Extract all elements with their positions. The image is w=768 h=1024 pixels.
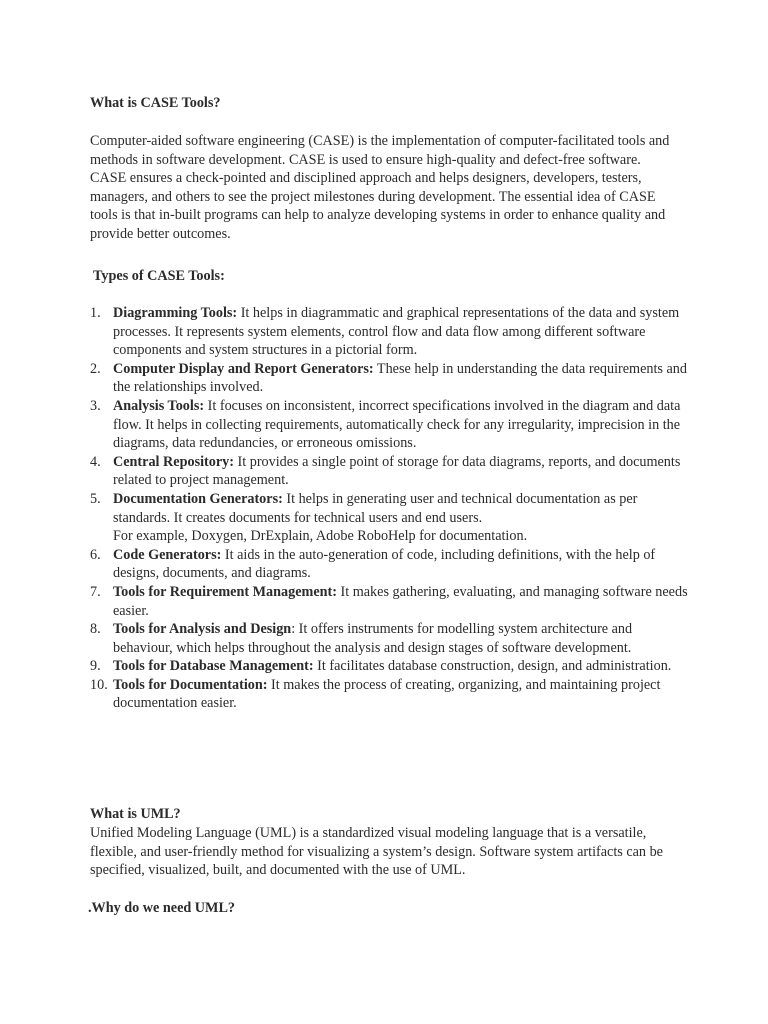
list-item-name: Analysis Tools: — [113, 397, 205, 414]
list-item-description: It helps in diagrammatic and graphical representations of the data and system processes. It represents system elements, control flow and data flow among different software components and system structures in a pictorial form. — [113, 305, 680, 359]
list-item-number: 4. — [90, 453, 101, 470]
list-item-number: 6. — [90, 546, 101, 563]
list-item-description: It makes gathering, evaluating, and managing software needs easier. — [113, 583, 688, 619]
list-item — [90, 657, 690, 676]
what-is-uml-heading: What is UML? — [90, 806, 181, 822]
list-item-description: : It offers instruments for modelling system architecture and behaviour, which helps throughout the analysis and design stages of software development. — [113, 621, 633, 656]
why-uml-heading: .Why do we need UML? — [88, 900, 236, 916]
types-of-case-tools-heading: Types of CASE Tools: — [93, 268, 225, 284]
list-item-description: These help in understanding the data requirements and the relationships involved. — [113, 360, 687, 396]
list-item-description: It focuses on inconsistent, incorrect specifications involved in the diagram and data flow. It helps in collecting requirements, automatically check for any irregularity, imprecision in the diagrams, data redundancies, or erroneous omissions. — [113, 397, 681, 452]
case-tools-intro-paragraph: Computer-aided software engineering (CASE) is the implementation of computer-facilitated tools and methods in software development. CASE is used to ensure high-quality and defect-free software. CASE ensures a check-pointed and disciplined approach and helps designers, developers, testers, managers, and others to see the project milestones during development. The essential idea of CASE tools is that in-built programs can help to analyze developing systems in order to enhance quality and provide better outcomes. — [90, 133, 670, 242]
list-item-number: 2. — [90, 360, 101, 377]
list-item-name: Tools for Database Management: — [113, 658, 314, 675]
list-item-name: Diagramming Tools: — [113, 305, 238, 321]
list-item — [90, 304, 690, 360]
list-item-name: Tools for Documentation: — [113, 676, 268, 693]
list-item — [90, 583, 690, 620]
list-item-number: 5. — [90, 490, 101, 507]
list-item-name: Tools for Requirement Management: — [113, 583, 337, 600]
list-item-number: 7. — [90, 583, 101, 600]
list-item-description: It facilitates database construction, design, and administration. — [313, 658, 672, 675]
list-item-description: It helps in generating user and technical documentation as per standards. It creates documents for technical users and end users. — [113, 490, 638, 526]
list-item-name: Documentation Generators: — [113, 490, 283, 507]
list-item-description: It makes the process of creating, organizing, and maintaining project documentation easier. — [113, 676, 661, 712]
list-item-description: It aids in the auto-generation of code, including definitions, with the help of designs, documents, and diagrams. — [113, 546, 656, 582]
case-tools-heading: What is CASE Tools? — [90, 95, 221, 111]
list-item — [90, 453, 690, 490]
case-tools-list — [90, 304, 690, 713]
list-item-name: Computer Display and Report Generators: — [113, 360, 374, 377]
list-item — [90, 546, 690, 583]
list-item-number: 1. — [90, 305, 101, 321]
list-item-name: Tools for Analysis and Design — [113, 621, 292, 638]
list-item — [90, 620, 690, 657]
list-item-number: 8. — [90, 621, 101, 638]
list-item-name: Central Repository: — [113, 453, 234, 470]
list-item-example: For example, Doxygen, DrExplain, Adobe RoboHelp for documentation. — [113, 528, 528, 545]
list-item-number: 10. — [90, 676, 108, 693]
list-item-description: It provides a single point of storage for data diagrams, reports, and documents related to project management. — [113, 453, 681, 489]
list-item-name: Code Generators: — [113, 546, 222, 563]
list-item — [90, 397, 690, 453]
list-item — [90, 676, 690, 713]
list-item-number: 9. — [90, 658, 101, 675]
list-item — [90, 360, 690, 397]
list-item-number: 3. — [90, 397, 101, 414]
list-item — [90, 490, 690, 546]
uml-intro-paragraph: Unified Modeling Language (UML) is a standardized visual modeling language that is a versatile, flexible, and user-friendly method for visualizing a system’s design. Software system artifacts can be specified, visualized, built, and documented with the use of UML. — [90, 825, 663, 879]
